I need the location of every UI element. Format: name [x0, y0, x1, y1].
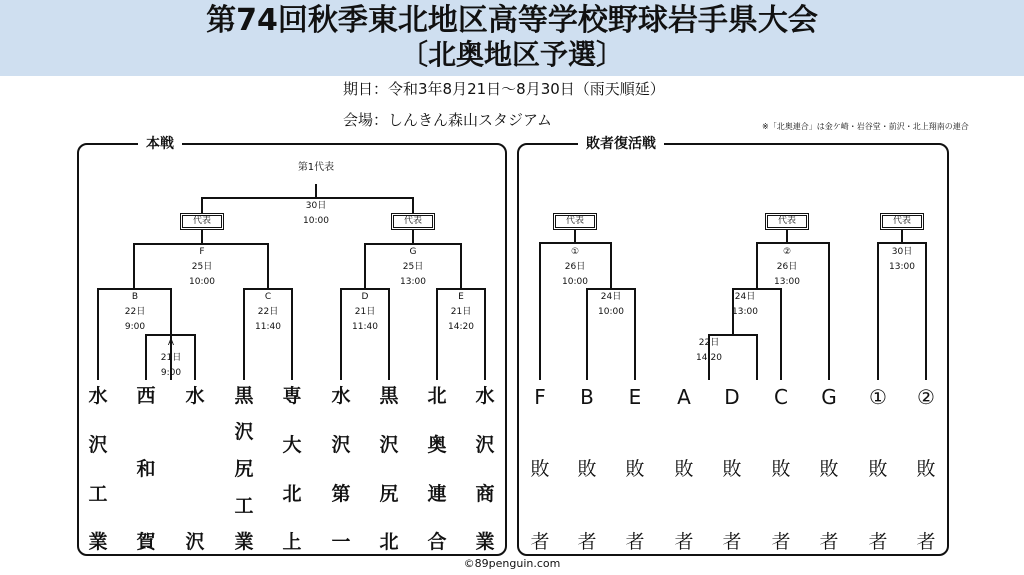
representative-badge: 代表 [182, 215, 222, 228]
game-date: 22日 [124, 307, 146, 317]
game-id: D [361, 292, 369, 302]
game-id: ② [782, 247, 792, 257]
game-time: 13:00 [774, 277, 800, 287]
game-time: 13:00 [889, 262, 915, 272]
main-bracket-label: 本戦 [138, 135, 182, 153]
game-time: 10:00 [189, 277, 215, 287]
representative-badge: 代表 [393, 215, 433, 228]
game-date: 21日 [450, 307, 472, 317]
game-date: 25日 [191, 262, 213, 272]
game-id: E [458, 292, 464, 302]
game-date: 24日 [734, 292, 756, 302]
union-note: ※「北奥連合」は金ケ崎・岩谷堂・前沢・北上翔南の連合 [762, 122, 969, 131]
game-date: 21日 [354, 307, 376, 317]
game-id: A [167, 338, 175, 348]
representative-badge: 代表 [882, 215, 922, 228]
game-time: 14:20 [696, 353, 722, 363]
venue-info: 会場：しんきん森山スタジアム [343, 111, 552, 129]
game-time: 10:00 [562, 277, 588, 287]
final-time: 10:00 [303, 216, 329, 226]
game-time: 9:00 [160, 368, 182, 378]
game-time: 9:00 [124, 322, 146, 332]
game-time: 11:40 [352, 322, 378, 332]
game-date: 24日 [600, 292, 622, 302]
page-title: 第74回秋季東北地区高等学校野球岩手県大会 [206, 3, 818, 38]
game-id: ① [570, 247, 580, 257]
game-date: 21日 [160, 353, 182, 363]
final-date: 30日 [305, 201, 327, 211]
game-date: 22日 [257, 307, 279, 317]
game-time: 13:00 [732, 307, 758, 317]
copyright: ©89penguin.com [463, 557, 561, 570]
representative-badge: 代表 [555, 215, 595, 228]
game-time: 11:40 [255, 322, 281, 332]
game-time: 13:00 [400, 277, 426, 287]
game-date: 25日 [402, 262, 424, 272]
first-representative-label: 第1代表 [297, 162, 335, 173]
game-id: G [409, 247, 417, 257]
game-date: 30日 [891, 247, 913, 257]
game-time: 10:00 [598, 307, 624, 317]
game-id: F [199, 247, 205, 257]
game-date: 22日 [698, 338, 720, 348]
page-subtitle: 〔北奥地区予選〕 [399, 38, 624, 71]
representative-badge: 代表 [767, 215, 807, 228]
game-date: 26日 [776, 262, 798, 272]
loser-bracket-label: 敗者復活戦 [578, 135, 664, 153]
game-time: 14:20 [448, 322, 474, 332]
game-date: 26日 [564, 262, 586, 272]
game-id: B [131, 292, 139, 302]
date-info: 期日：令和3年8月21日～8月30日（雨天順延） [343, 80, 665, 98]
game-id: C [264, 292, 272, 302]
